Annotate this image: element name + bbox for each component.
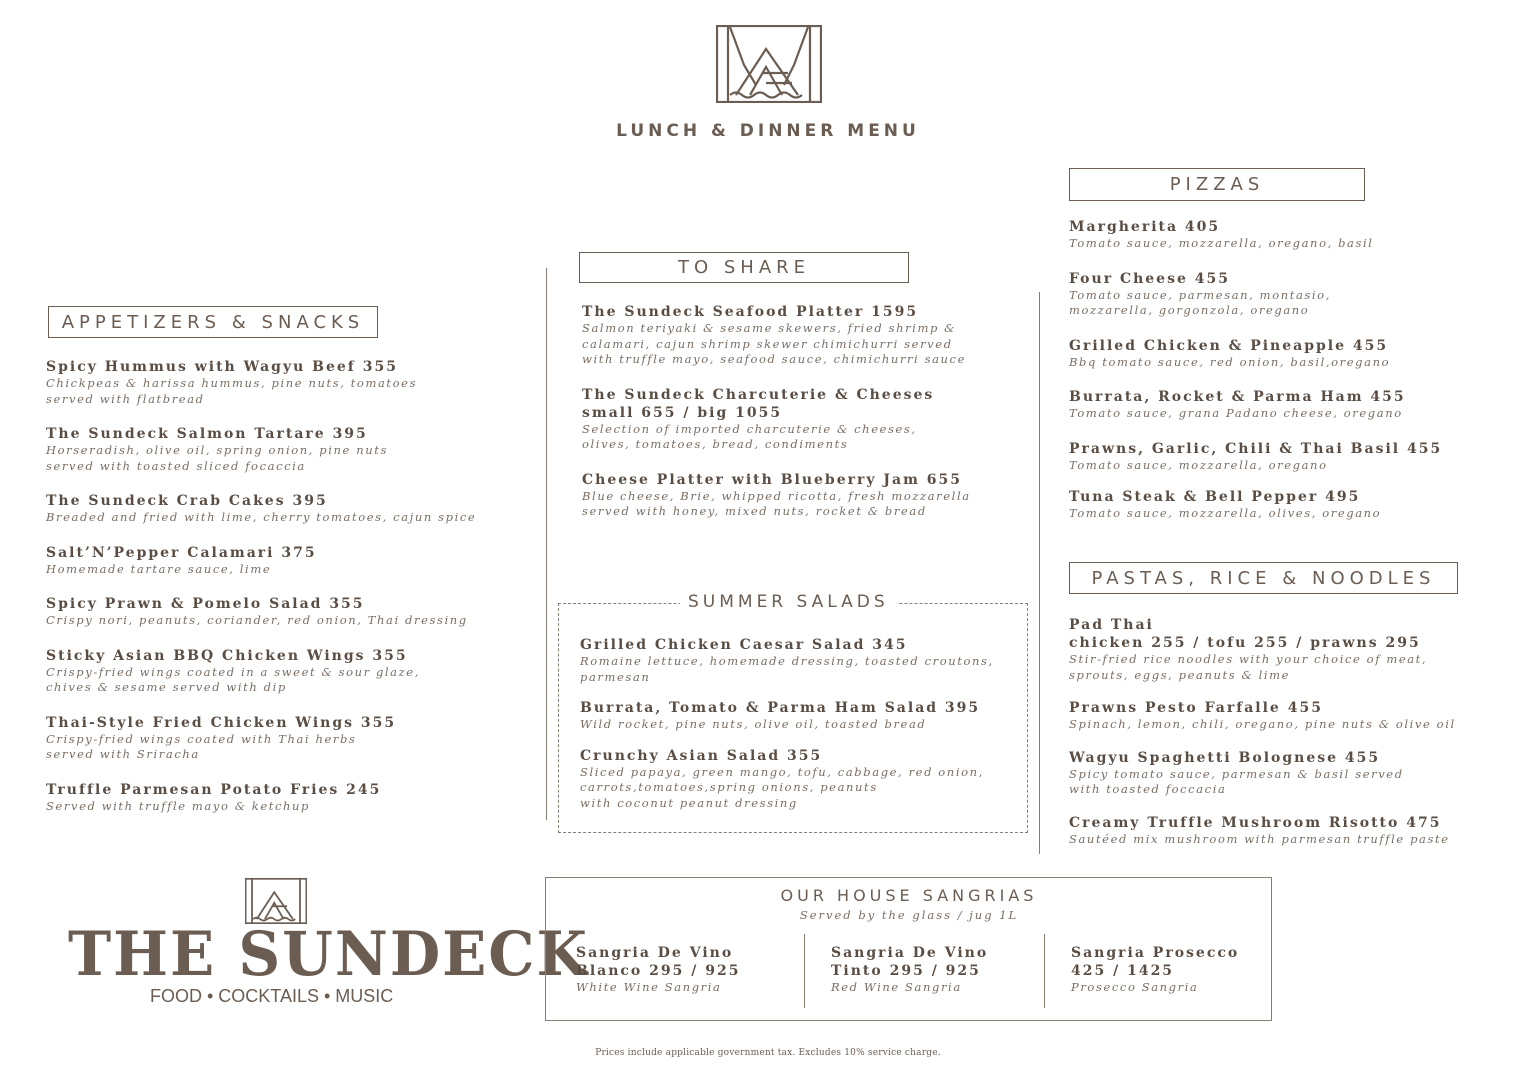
menu-item — [46, 781, 526, 815]
item-name: The Sundeck Seafood Platter 1595 — [582, 304, 919, 320]
menu-item — [580, 636, 1020, 685]
item-description: Tomato sauce, parmesan, montasio, mozzarella, gorgonzola, oregano — [1069, 287, 1331, 317]
item-name: Four Cheese 455 — [1069, 270, 1230, 287]
item-description: Tomato sauce, mozzarella, olives, oregano — [1069, 506, 1382, 520]
item-description: Salmon teriyaki & sesame skewers, fried shrimp & calamari, cajun shrimp skewer chimichurri served with truffle mayo, seafood sauce, chimichurri sauce — [582, 321, 966, 366]
column-divider — [1039, 292, 1040, 854]
item-name: Sangria Prosecco — [1071, 945, 1240, 961]
item-description: Tomato sauce, mozzarella, oregano — [1069, 457, 1328, 472]
menu-item — [1069, 814, 1529, 848]
item-description: Sautéed mix mushroom with parmesan truffle paste — [1069, 831, 1450, 846]
item-description: Red Wine Sangria — [831, 980, 962, 994]
item-description: Spinach, lemon, chili, oregano, pine nuts & olive oil — [1069, 717, 1456, 731]
menu-item — [580, 747, 1020, 812]
item-price: chicken 255 / tofu 255 / prawns 295 — [1069, 635, 1421, 651]
salads-list — [580, 636, 1020, 811]
item-description: Selection of imported charcuterie & cheeses, olives, tomatoes, bread, condiments — [582, 421, 917, 451]
item-name: Crunchy Asian Salad 355 — [580, 747, 823, 764]
sundeck-small-logo-icon — [245, 878, 307, 924]
item-name: Burrata, Rocket & Parma Ham 455 — [1069, 389, 1406, 405]
item-price: 425 / 1425 — [1071, 963, 1175, 979]
item-name: Sangria De Vino — [831, 945, 989, 961]
sangria-item — [1071, 944, 1266, 996]
item-description: Breaded and fried with lime, cherry tomatoes, cajun spice — [46, 510, 477, 524]
item-description: Homemade tartare sauce, lime — [46, 561, 272, 576]
sangria-item — [576, 944, 796, 996]
menu-item — [1069, 337, 1529, 371]
menu-item — [1069, 270, 1529, 319]
item-name: Spicy Prawn & Pomelo Salad 355 — [46, 596, 365, 612]
menu-item — [46, 492, 526, 526]
item-description: Romaine lettuce, homemade dressing, toasted croutons, parmesan — [580, 654, 994, 684]
item-name: Wagyu Spaghetti Bolognese 455 — [1069, 749, 1381, 766]
pizzas-list — [1069, 218, 1529, 522]
item-name: Grilled Chicken Caesar Salad 345 — [580, 637, 908, 653]
item-price: Blanco 295 / 925 — [576, 963, 741, 979]
item-price: Tinto 295 / 925 — [831, 963, 981, 979]
menu-item — [46, 647, 526, 696]
menu-item — [46, 544, 526, 578]
item-description: Crispy nori, peanuts, coriander, red onion, Thai dressing — [46, 613, 468, 627]
item-name: Creamy Truffle Mushroom Risotto 475 — [1069, 814, 1442, 831]
item-description: White Wine Sangria — [576, 980, 722, 994]
column-divider — [546, 268, 547, 820]
page-title: LUNCH & DINNER MENU — [616, 121, 920, 141]
sangria-divider — [804, 934, 805, 1008]
price-footnote: Prices include applicable government tax. Excludes 10% service charge. — [595, 1048, 941, 1058]
sangria-divider — [1044, 934, 1045, 1008]
brand-tagline: FOOD • COCKTAILS • MUSIC — [150, 986, 394, 1006]
menu-item — [1069, 388, 1529, 422]
menu-item — [46, 595, 526, 629]
sangria-item — [831, 944, 1041, 996]
menu-item — [582, 471, 1022, 520]
brand-wordmark: THE SUNDECK — [68, 918, 589, 990]
item-name: Grilled Chicken & Pineapple 455 — [1069, 337, 1389, 354]
menu-item — [46, 425, 526, 474]
item-name: The Sundeck Crab Cakes 395 — [46, 493, 328, 509]
item-name: Prawns, Garlic, Chili & Thai Basil 455 — [1069, 440, 1443, 457]
item-description: Horseradish, olive oil, spring onion, pine nuts served with toasted sliced focaccia — [46, 443, 388, 473]
section-header-pizzas: PIZZAS — [1069, 168, 1365, 201]
item-description: Tomato sauce, mozzarella, oregano, basil — [1069, 236, 1374, 250]
appetizers-list — [46, 358, 526, 814]
to-share-list — [582, 303, 1022, 520]
menu-item — [582, 303, 1022, 368]
item-name: The Sundeck Salmon Tartare 395 — [46, 426, 368, 442]
item-name: Sticky Asian BBQ Chicken Wings 355 — [46, 647, 408, 664]
item-name: The Sundeck Charcuterie & Cheeses — [582, 386, 935, 403]
item-name: Salt’N’Pepper Calamari 375 — [46, 544, 317, 561]
sundeck-logo-icon — [716, 25, 822, 103]
item-description: Spicy tomato sauce, parmesan & basil served with toasted foccacia — [1069, 766, 1404, 796]
item-name: Thai-Style Fried Chicken Wings 355 — [46, 714, 397, 731]
item-name: Margherita 405 — [1069, 219, 1221, 235]
menu-item — [46, 358, 526, 407]
item-name: Truffle Parmesan Potato Fries 245 — [46, 781, 382, 798]
item-description: Bbq tomato sauce, red onion, basil,oregano — [1069, 354, 1391, 369]
menu-item — [1069, 218, 1529, 252]
menu-item — [1069, 699, 1529, 733]
item-name: Tuna Steak & Bell Pepper 495 — [1069, 489, 1361, 505]
item-description: Stir-fried rice noodles with your choice of meat, sprouts, eggs, peanuts & lime — [1069, 652, 1428, 682]
menu-item — [1069, 440, 1529, 474]
menu-item — [582, 386, 1022, 453]
item-description: Blue cheese, Brie, whipped ricotta, fresh mozzarella served with honey, mixed nuts, rocket & bread — [582, 488, 971, 518]
item-description: Chickpeas & harissa hummus, pine nuts, tomatoes served with flatbread — [46, 376, 418, 406]
menu-item — [46, 714, 526, 763]
item-name: Spicy Hummus with Wagyu Beef 355 — [46, 359, 398, 375]
item-description: Prosecco Sangria — [1071, 980, 1199, 994]
item-price: small 655 / big 1055 — [582, 404, 783, 421]
item-description: Tomato sauce, grana Padano cheese, oregano — [1069, 406, 1403, 420]
item-name: Burrata, Tomato & Parma Ham Salad 395 — [580, 700, 981, 716]
item-name: Pad Thai — [1069, 617, 1154, 633]
menu-item — [1069, 616, 1529, 683]
section-header-appetizers: APPETIZERS & SNACKS — [48, 306, 378, 338]
menu-item — [580, 699, 1020, 733]
item-description: Crispy-fried wings coated with Thai herbs served with Sriracha — [46, 731, 357, 761]
menu-item — [1069, 488, 1529, 522]
item-description: Wild rocket, pine nuts, olive oil, toasted bread — [580, 717, 927, 731]
section-header-pastas: PASTAS, RICE & NOODLES — [1069, 562, 1458, 594]
menu-item — [1069, 749, 1529, 798]
section-header-summer-salads: SUMMER SALADS — [680, 592, 897, 612]
item-description: Served with truffle mayo & ketchup — [46, 798, 311, 813]
section-header-sangrias: OUR HOUSE SANGRIAS — [780, 886, 1038, 905]
item-description: Sliced papaya, green mango, tofu, cabbage, red onion, carrots,tomatoes,spring onions, peanuts with coconut peanut dressing — [580, 764, 984, 810]
item-name: Cheese Platter with Blueberry Jam 655 — [582, 471, 962, 488]
section-header-to-share: TO SHARE — [579, 252, 909, 283]
item-name: Prawns Pesto Farfalle 455 — [1069, 700, 1323, 716]
item-name: Sangria De Vino — [576, 945, 734, 961]
item-description: Crispy-fried wings coated in a sweet & sour glaze, chives & sesame served with dip — [46, 664, 420, 694]
pastas-list — [1069, 616, 1529, 847]
sangrias-subtitle: Served by the glass / jug 1L — [799, 908, 1019, 922]
